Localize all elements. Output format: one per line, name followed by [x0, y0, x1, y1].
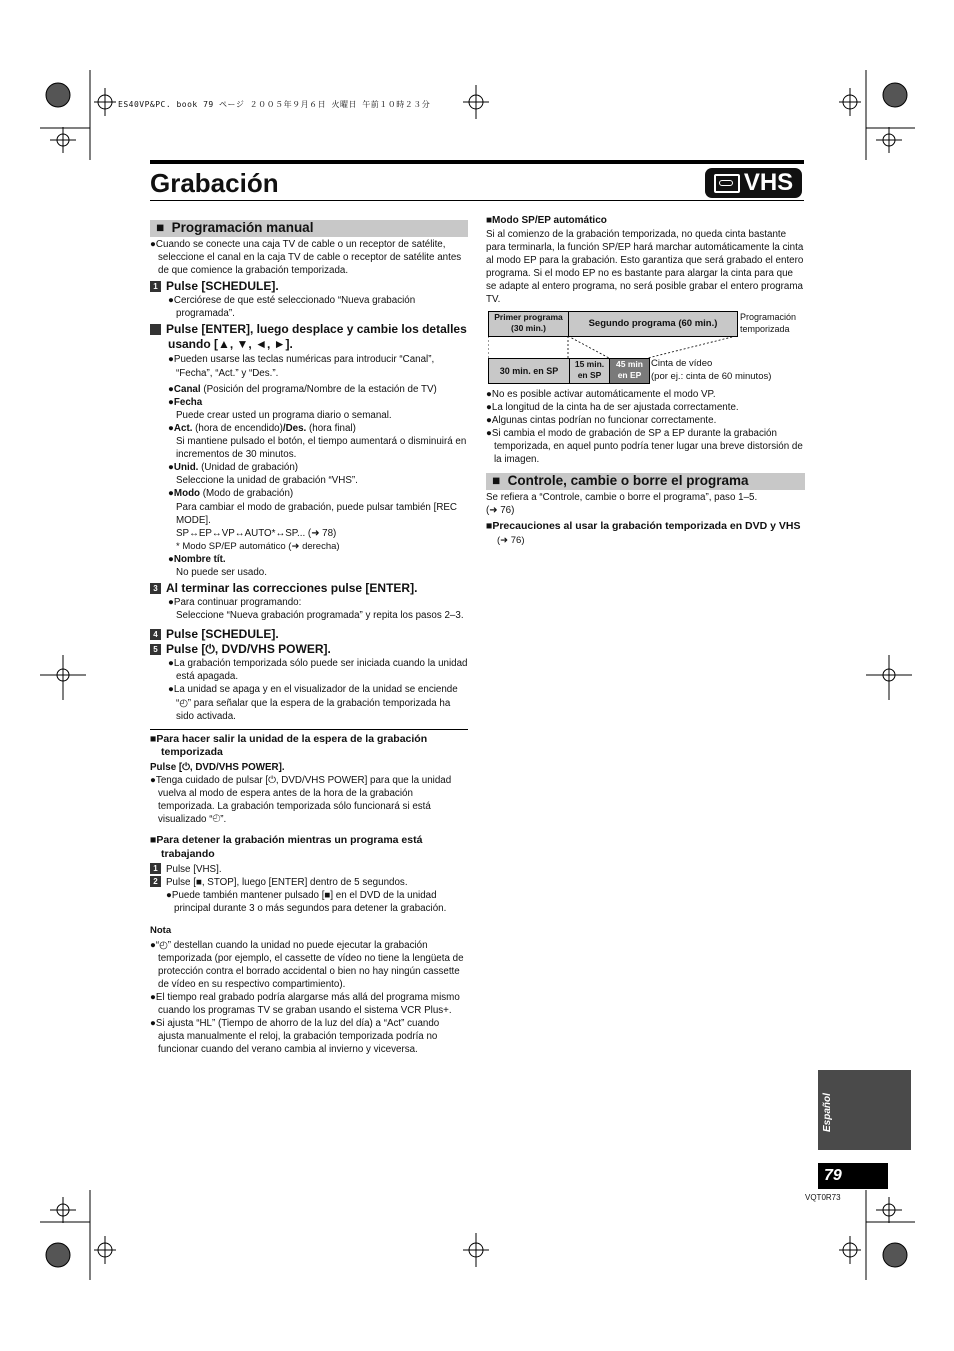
language-side-tab [818, 1070, 911, 1150]
language-label: Español [822, 1093, 833, 1132]
section-title: Controle, cambie o borre el programa [507, 473, 749, 488]
section-title: Programación manual [171, 220, 314, 235]
title-top-rule [150, 160, 804, 164]
step-3: 3 Al terminar las correcciones pulse [ENTER]. [150, 581, 468, 596]
subhead-modo-sp-ep: ■Modo SP/EP automático [486, 215, 607, 226]
step-4: 4 Pulse [SCHEDULE]. [150, 627, 468, 642]
subhead-precauciones: ■Precauciones al usar la grabación temporizada en DVD y VHS (➜ 76) [486, 520, 801, 546]
sp-ep-diagram [488, 311, 808, 386]
diagram-prog-label: Programación temporizada [740, 312, 797, 334]
canal-item: ●Canal (Posición del programa/Nombre de la estación de TV) [168, 383, 437, 395]
act-item: ●Act. (hora de encendido)/Des. (hora final) [168, 422, 356, 434]
right-bullets: ●No es posible activar automáticamente el modo VP. ●La longitud de la cinta ha de ser ajustada correctamente. ●Algunas cintas podrían no funcionar correctamente. ●Si cambia el modo de grabación de SP a EP durante la grabación temporizada, en aquel punto podría tener lugar una breve distorsión de la imagen. [486, 389, 803, 466]
diagram-prog2: Segundo programa (60 min.) [568, 311, 738, 337]
right-section2-body: Se refiera a “Controle, cambie o borre el programa”, paso 1–5. (➜ 76) ■Precauciones al usar la grabación temporizada en DVD y VHS (➜ 76) [486, 491, 806, 547]
diagram-guides [488, 336, 738, 359]
diagram-t2: 15 min. en SP [569, 358, 610, 384]
intro-text: ●Cuando se conecte una caja TV de cable o un receptor de satélite, seleccione el canal en la caja TV de cable o receptor de satélite antes de que comience la grabación temporizada. [150, 239, 462, 277]
diagram-t3: 45 min en EP [609, 358, 650, 384]
diagram-prog1: Primer programa (30 min.) [488, 311, 569, 337]
vhs-badge-label: VHS [743, 169, 794, 196]
diagram-t1: 30 min. en SP [488, 358, 570, 384]
section-controle-cambie: ■ Controle, cambie o borre el programa [486, 473, 805, 490]
step-1: 1 Pulse [SCHEDULE]. [150, 279, 468, 294]
nota-heading: Nota [150, 924, 172, 936]
cassette-icon [714, 174, 740, 193]
subhead-salir-espera: ■Para hacer salir la unidad de la espera de la grabación temporizada [150, 732, 428, 759]
subhead-detener: ■Para detener la grabación mientras un programa está trabajando [150, 834, 423, 860]
step-5: 5 Pulse [⏻, DVD/VHS POWER]. [150, 642, 468, 657]
page-title: Grabación [150, 168, 279, 198]
file-info-header: ES40VP&PC. book 79 ページ ２００５年９月６日 火曜日 午前１０時２３分 [118, 100, 431, 109]
title-bottom-rule [150, 200, 804, 201]
page-number: 79 [818, 1163, 888, 1189]
doc-code: VQT0R73 [805, 1193, 841, 1202]
section-programacion-manual: ■ Programación manual [150, 220, 468, 237]
right-column: ■Modo SP/EP automático Si al comienzo de la grabación temporizada, no queda cinta bastante para terminarla, la función SP/EP hará marchar automáticamente la cinta al modo EP para la grabación. Esto garantiza que será grabado el entero programa. Si el modo EP no es bastante para alargar la cinta para que se adapte al entero programa, no será posible grabar el entero programa TV. [486, 214, 806, 306]
left-column: ●Cuando se conecte una caja TV de cable o un receptor de satélite, seleccione el canal en la caja TV de cable o receptor de satélite antes de que comience la grabación temporizada. 1 Pulse [SCHEDULE]. ●Cerciórese de que esté seleccionado “Nueva grabación programada”. 2 Pulse [ENTER], luego desplace y cambie los detalles usando [▲, ▼, ◄, ►]. ●Pueden usarse las teclas numéricas para introducir “Canal”, “Fecha”, “Act.” y “Des.”. ●Canal (Posición del programa/Nombre de la estación de TV) ●Fecha Puede crear usted un programa diario o semanal. ●Act. (hora de encendido)/Des. (hora final) Si mantiene pulsado el botón, el tiempo aumentará o disminuirá en incrementos de 30 minutos. ●Unid. (Unidad de grabación) Seleccione la unidad de grabación “VHS”. ●Modo (Modo de grabación) Para cambiar el modo de grabación, puede pulsar también [REC MODE]. SP↔EP↔VP↔AUTO*↔SP... (➜ 78) * Modo SP/EP automático (➜ derecha) ●Nombre tít. No puede ser usado. 3 Al terminar las correcciones pulse [ENTER]. ●Para continuar programando: Seleccione “Nueva grabación programada” y repita los pasos 2–3. 4 Pulse [SCHEDULE]. 5 Pulse [⏻, DVD/VHS POWER]. ●La grabación temporizada sólo puede ser iniciada cuando la unidad está apagada. ●La unidad se apaga y en el visualizador de la unidad se enciende “◴” para señalar que la espera de la grabación temporizada ha sido activada. ■Para hacer salir la unidad de la espera de la grabación temporizada Pulse [⏻, DVD/VHS POWER]. ●Tenga cuidado de pulsar [⏻, DVD/VHS POWER] para que la unidad vuelva al modo de espera antes de la hora de la grabación temporizada. La grabación temporizada sólo funcionará si está visualizado “◴”. ■Para detener la grabación mientras un programa está trabajando 1 Pulse [VHS]. 2 Pulse [■, STOP], luego [ENTER] dentro de 5 segundos. ●Puede también mantener pulsado [■] en el DVD de la unidad principal durante 3 o más segundos para detener la grabación. Nota ●“◴” destellan cuando la unidad no puede ejecutar la grabación temporizada (por ejemplo, el cassette de vídeo no tiene la lengüeta de protección contra el borrado accidental o bien no hay ningún cassette de vídeo en su respectivo compartimiento). ●El tiempo real grabado podría alargarse más allá del programa mismo cuando los programas TV se graban usando el sistema VCR Plus+. ●Si ajusta “HL” (Tiempo de ahorro de la luz del día) a “Act” cuando ajusta manualmente el reloj, la grabación temporizada podría no funcionar cuando del verano cambia al invierno y viceversa. [144, 239, 468, 1056]
vhs-badge [705, 168, 802, 198]
diagram-tape-label: Cinta de vídeo (por ej.: cinta de 60 minutos) [651, 358, 772, 382]
step-2: 2 Pulse [ENTER], luego desplace y cambie los detalles usando [▲, ▼, ◄, ►]. [144, 322, 467, 352]
